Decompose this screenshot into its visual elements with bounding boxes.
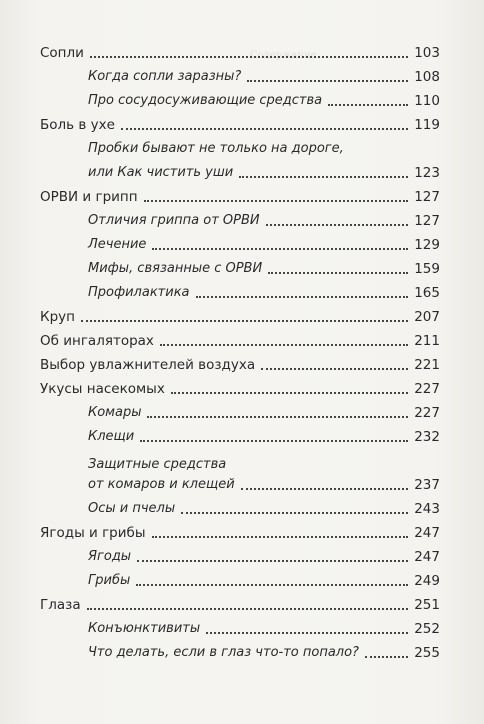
toc-entry-title: Сопли [40, 45, 84, 61]
toc-dot-leader [140, 440, 408, 442]
toc-page-number: 108 [414, 69, 440, 85]
toc-page-number: 221 [414, 357, 440, 373]
toc-dot-leader [365, 656, 408, 658]
toc-entry-title: Клещи [88, 429, 135, 444]
toc-dot-leader [206, 632, 408, 634]
toc-entry-title: Отличия гриппа от ОРВИ [88, 213, 260, 228]
toc-section-entry [0, 232, 484, 256]
toc-entry-title: Лечение [88, 237, 147, 252]
toc-page-number: 249 [414, 573, 440, 589]
toc-entry-title: Защитные средства [88, 457, 227, 472]
toc-entry-title: или Как чистить уши [88, 165, 234, 180]
toc-entry-title: от комаров и клещей [88, 477, 235, 492]
toc-dot-leader [241, 488, 408, 490]
toc-page-number: 247 [414, 549, 440, 565]
toc-page-number: 103 [414, 45, 440, 61]
toc-page-number: 127 [414, 189, 440, 205]
toc-dot-leader [121, 128, 408, 130]
toc-dot-leader [136, 584, 408, 586]
toc-page-number: 227 [414, 381, 440, 397]
toc-section-entry [0, 472, 484, 496]
toc-page-number: 227 [414, 405, 440, 421]
toc-entry-title: Об ингаляторах [40, 333, 154, 349]
toc-dot-leader [266, 224, 408, 226]
toc-section-entry [0, 568, 484, 592]
toc-entry-title: Мифы, связанные с ОРВИ [88, 261, 263, 276]
toc-chapter-entry [0, 328, 484, 352]
toc-entry-title: Осы и пчелы [88, 501, 176, 516]
toc-page-number: 247 [414, 525, 440, 541]
toc-dot-leader [87, 608, 408, 610]
toc-dot-leader [152, 248, 408, 250]
toc-section-entry [0, 160, 484, 184]
toc-entry-title: Про сосудосуживающие средства [88, 93, 323, 108]
toc-chapter-entry [0, 184, 484, 208]
toc-entry-title: Комары [88, 405, 142, 420]
toc-page-number: 129 [414, 237, 440, 253]
toc-page-number: 119 [414, 117, 440, 133]
toc-entry-title: Ягоды [88, 549, 132, 564]
toc-section-entry [0, 496, 484, 520]
toc-section-entry [0, 136, 484, 160]
toc-chapter-entry [0, 304, 484, 328]
toc-section-entry [0, 424, 484, 448]
toc-dot-leader [239, 176, 408, 178]
toc-dot-leader [144, 200, 408, 202]
toc-entry-title: Глаза [40, 597, 81, 613]
bleed-through-text: Содержание [250, 50, 317, 61]
toc-section-entry [0, 544, 484, 568]
toc-entry-title: Грибы [88, 573, 131, 588]
toc-section-entry [0, 280, 484, 304]
toc-dot-leader [268, 272, 408, 274]
toc-dot-leader [181, 512, 408, 514]
toc-page-number: 211 [414, 333, 440, 349]
toc-dot-leader [196, 296, 408, 298]
toc-section-entry [0, 256, 484, 280]
toc-section-entry [0, 616, 484, 640]
toc-chapter-entry [0, 112, 484, 136]
toc-page-number: 110 [414, 93, 440, 109]
toc-page-number: 127 [414, 213, 440, 229]
toc-entry-title: Что делать, если в глаз что-то попало? [88, 645, 359, 660]
toc-page-number: 123 [414, 165, 440, 181]
toc-dot-leader [90, 56, 408, 58]
toc-entry-title: Ягоды и грибы [40, 525, 146, 541]
toc-page-number: 255 [414, 645, 440, 661]
toc-dot-leader [247, 80, 408, 82]
toc-section-entry [0, 64, 484, 88]
toc-entry-title: Пробки бывают не только на дороге, [88, 141, 344, 156]
toc-section-entry [0, 88, 484, 112]
toc-page-number: 243 [414, 501, 440, 517]
toc-page-number: 207 [414, 309, 440, 325]
toc-chapter-entry [0, 40, 484, 64]
toc-page-number: 159 [414, 261, 440, 277]
toc-dot-leader [160, 344, 408, 346]
toc-chapter-entry [0, 592, 484, 616]
toc-page-number: 237 [414, 477, 440, 493]
toc-page-number: 232 [414, 429, 440, 445]
toc-dot-leader [152, 536, 408, 538]
toc-dot-leader [137, 560, 408, 562]
toc-chapter-entry [0, 376, 484, 400]
toc-dot-leader [147, 416, 408, 418]
toc-entry-title: Конъюнктивиты [88, 621, 201, 636]
toc-dot-leader [171, 392, 408, 394]
toc-section-entry [0, 640, 484, 664]
toc-entry-title: Профилактика [88, 285, 190, 300]
toc-section-entry [0, 400, 484, 424]
toc-entry-title: Боль в ухе [40, 117, 115, 133]
toc-dot-leader [328, 104, 408, 106]
toc-page-number: 165 [414, 285, 440, 301]
toc-entry-title: Укусы насекомых [40, 381, 165, 397]
toc-entry-title: ОРВИ и грипп [40, 189, 138, 205]
toc-entry-title: Выбор увлажнителей воздуха [40, 357, 256, 373]
toc-page-number: 252 [414, 621, 440, 637]
toc-entry-title: Когда сопли заразны? [88, 69, 242, 84]
toc-dot-leader [81, 320, 408, 322]
toc-page-number: 251 [414, 597, 440, 613]
toc-chapter-entry [0, 352, 484, 376]
toc-entry-title: Круп [40, 309, 75, 325]
toc-chapter-entry [0, 520, 484, 544]
toc-dot-leader [261, 368, 408, 370]
toc-section-entry [0, 208, 484, 232]
